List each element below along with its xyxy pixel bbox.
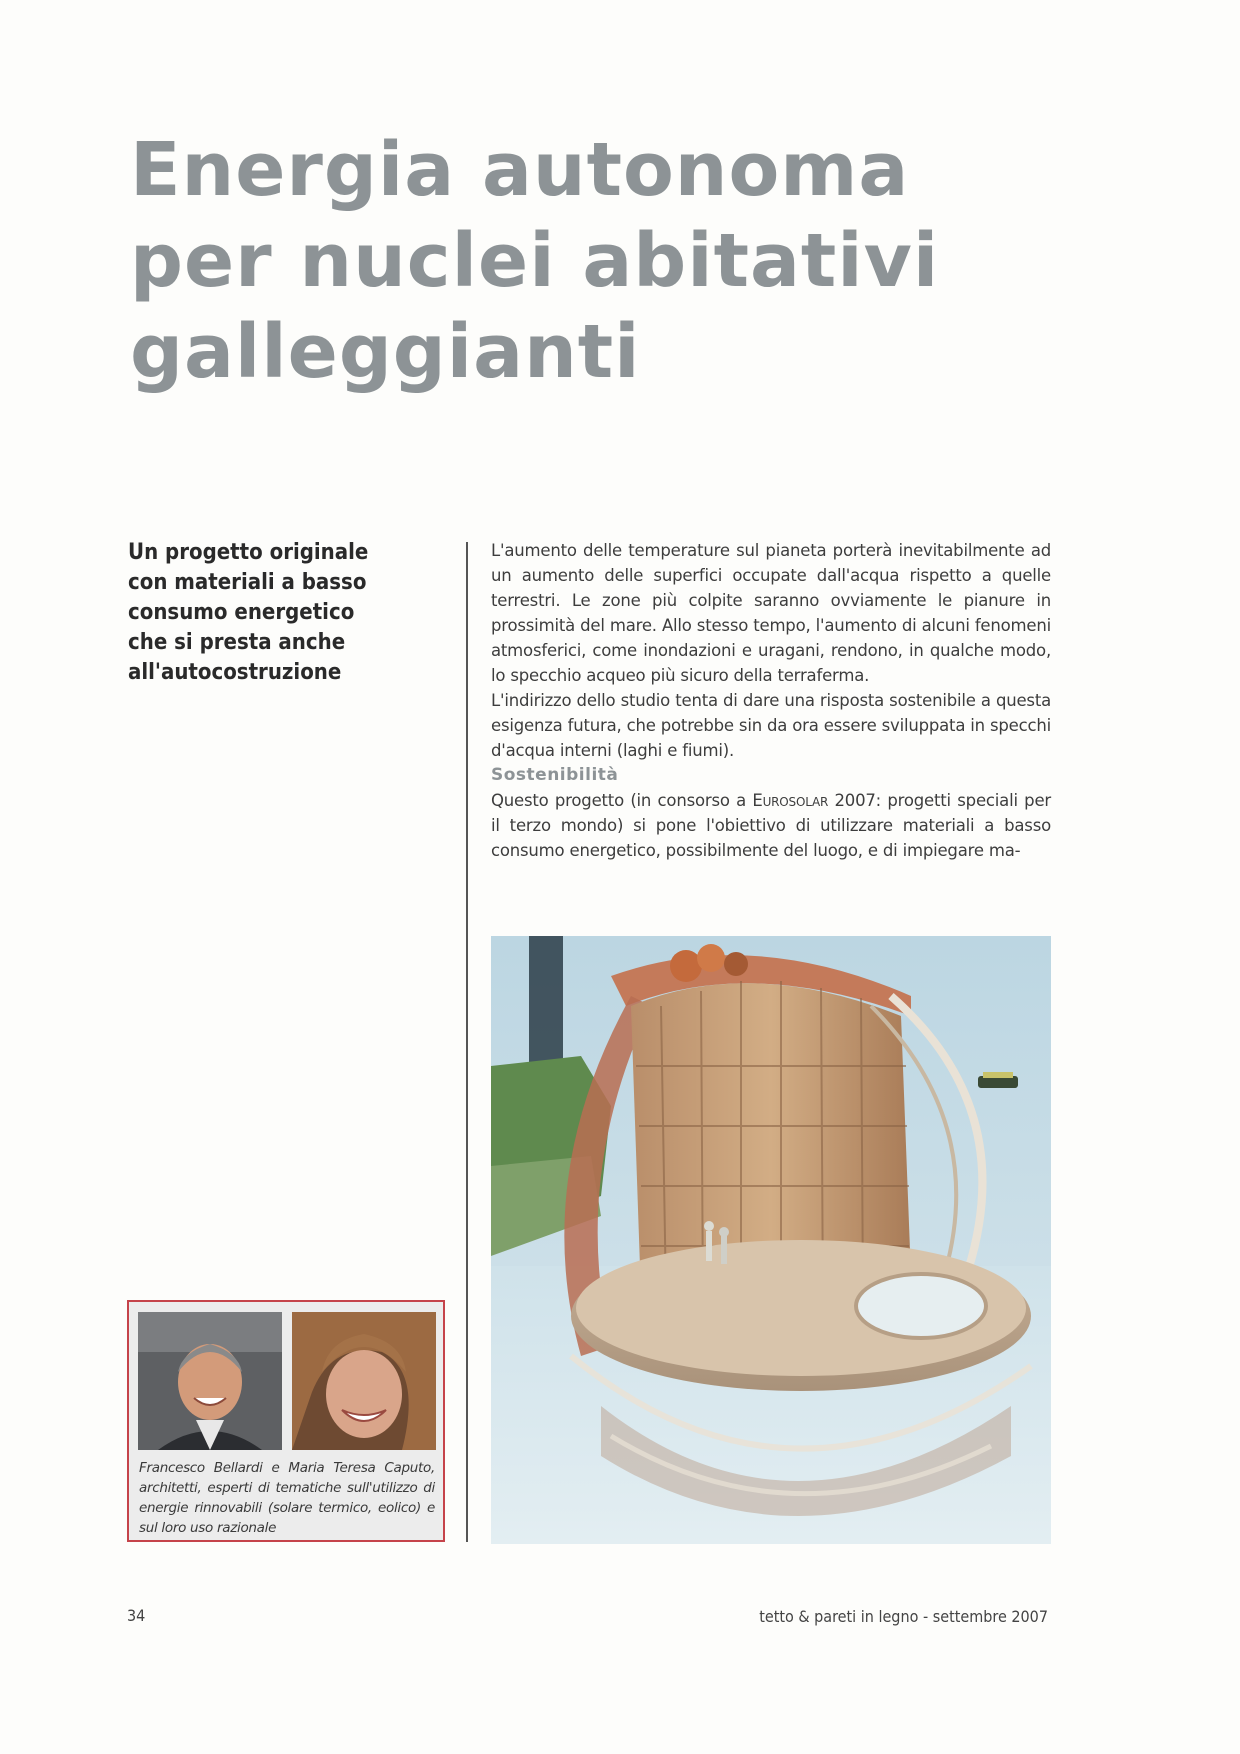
authors-caption: Francesco Bellardi e Maria Teresa Caputo, architetti, esperti di tematiche sull'utilizzo di energie rinnovabili (solare termico, eolico) e sul loro uso razionale [139,1460,435,1536]
section-title-sostenibilita: Sostenibilità [491,765,619,785]
author-portrait-1 [138,1312,282,1450]
paragraph-3-end: 2007: progetti speciali per il terzo mondo) si pone l'obiettivo di utilizzare materiali a basso consumo energetico, possibilmente del luogo, e di impiegare ma- [491,791,1051,860]
authors-box [127,1300,445,1542]
author-photo-maria-teresa-caputo [292,1312,436,1450]
floating-house-illustration [491,936,1051,1544]
author-portrait-2 [292,1312,436,1450]
title-line-2: per nuclei abitativi [130,218,940,304]
author-photo-francesco-bellardi [138,1312,282,1450]
page-number: 34 [127,1606,146,1625]
title-line-1: Energia autonoma [130,127,910,213]
paragraph-2: L'indirizzo dello studio tenta di dare una risposta sostenibile a questa esigenza futura, che potrebbe sin da ora essere sviluppata in specchi d'acqua interni (laghi e fiumi). [491,691,1051,760]
publication-info: tetto & pareti in legno - settembre 2007 [759,1607,1048,1626]
eurosolar-brand: Eurosolar [752,791,829,810]
title-line-3: galleggianti [130,309,641,395]
paragraph-3 [491,788,1051,863]
article-body [491,538,1051,863]
column-divider [466,542,468,1542]
paragraph-1: L'aumento delle temperature sul pianeta porterà inevitabilmente ad un aumento delle superfici occupate dall'acqua rispetto a quelle terrestri. Le zone più colpite saranno ovviamente le pianure in prossimità del mare. Allo stesso tempo, l'aumento di alcuni fenomeni atmosferici, come inondazioni e uragani, rendono, in qualche modo, lo specchio acqueo più sicuro della terraferma. [491,541,1051,685]
paragraph-3-start: Questo progetto (in consorso a [491,791,753,810]
article-title [130,125,1030,398]
floating-house-render [491,936,1051,1544]
article-subtitle: Un progetto originale con materiali a basso consumo energetico che si presta anche all'autocostruzione [128,540,369,685]
